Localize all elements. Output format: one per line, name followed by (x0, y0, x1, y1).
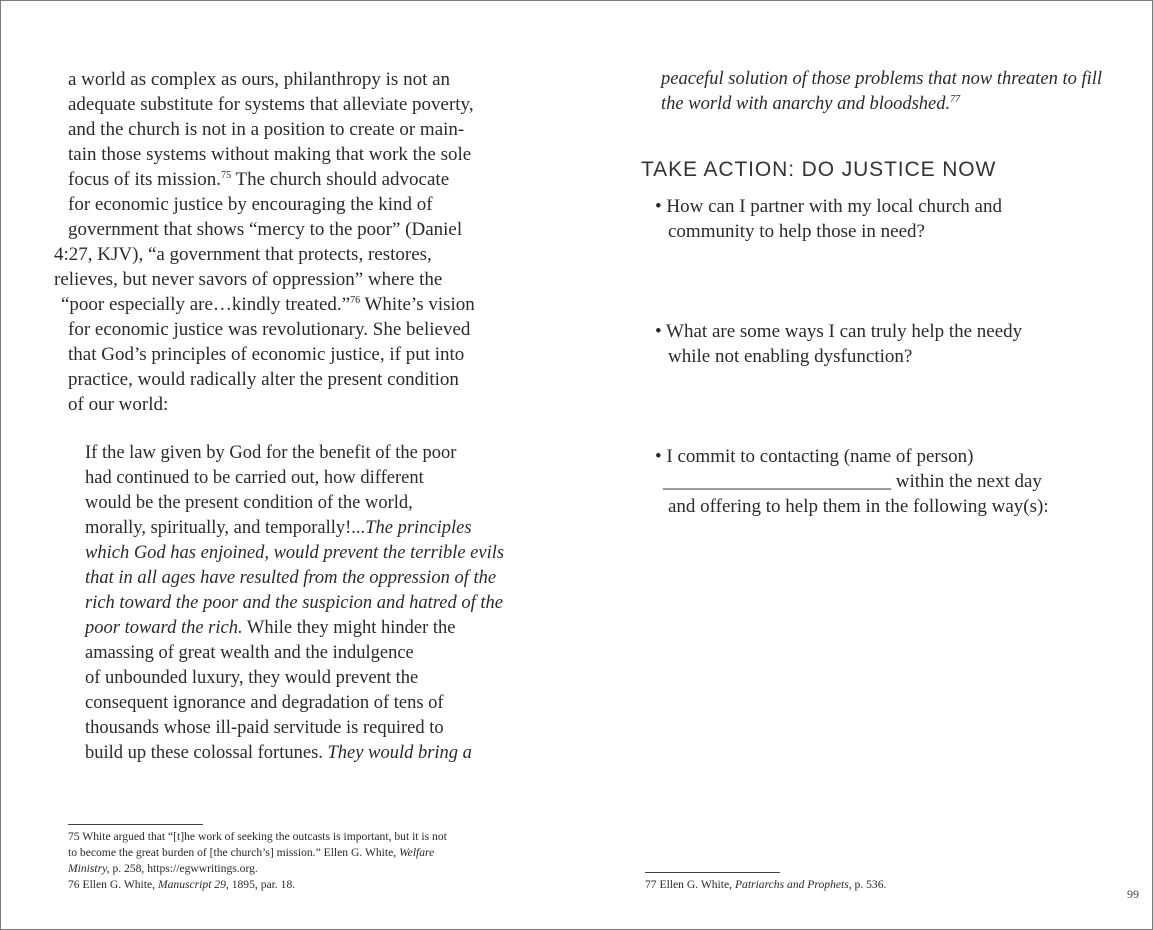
footnote-75-cont: Ministry, p. 258, https://egwwritings.org. (68, 862, 258, 875)
body-line: relieves, but never savors of oppression” where the (54, 269, 443, 290)
body-line: for economic justice by encouraging the kind of (68, 194, 433, 215)
quote-line: rich toward the poor and the suspicion and hatred of the (85, 593, 503, 613)
quote-line: build up these colossal fortunes. They would bring a (85, 743, 472, 763)
footnote-rule (645, 872, 780, 873)
body-line: for economic justice was revolutionary. She believed (68, 319, 471, 340)
footnote-ref-77[interactable]: 77 (950, 94, 961, 105)
body-line: government that shows “mercy to the poor” (Daniel (68, 219, 463, 240)
footnote-75: 75 White argued that “[t]he work of seeking the outcasts is important, but it is not (68, 830, 447, 843)
quote-line: amassing of great wealth and the indulgence (85, 643, 414, 663)
bullet-item-cont: and offering to help them in the following way(s): (668, 496, 1049, 517)
body-line: focus of its mission.$^{75}$ The church should advocate (68, 169, 450, 190)
bullet-item-cont: community to help those in need? (668, 221, 925, 242)
quote-line: If the law given by God for the benefit of the poor (85, 443, 457, 463)
footnote-76: 76 Ellen G. White, Manuscript 29, 1895, par. 18. (68, 878, 296, 891)
footnote-ref-75[interactable]: 75 (221, 170, 232, 181)
quote-line: that in all ages have resulted from the oppression of the (85, 568, 497, 588)
body-line: and the church is not in a position to create or main- (68, 119, 465, 140)
bullet-item: • I commit to contacting (name of person) (655, 446, 974, 467)
body-line: tain those systems without making that work the sole (68, 144, 472, 165)
footnote-rule (68, 824, 203, 825)
bullet-item-cont: while not enabling dysfunction? (668, 346, 913, 367)
body-line: that God’s principles of economic justice, if put into (68, 344, 465, 365)
quote-line: thousands whose ill-paid servitude is required to (85, 718, 444, 738)
quote-continuation: peaceful solution of those problems that now threaten to fill (661, 69, 1103, 89)
quote-line: poor toward the rich. While they might hinder the (85, 618, 456, 638)
quote-line: would be the present condition of the world, (85, 493, 413, 513)
page-number: 99 (1127, 887, 1139, 901)
quote-continuation: the world with anarchy and bloodshed.$^{77}$ (661, 94, 961, 114)
bullet-item: • What are some ways I can truly help the needy (655, 321, 1023, 342)
body-line: practice, would radically alter the present condition (68, 369, 459, 390)
body-line: of our world: (68, 394, 169, 415)
quote-line: morally, spiritually, and temporally!...The principles (85, 518, 472, 538)
body-line: adequate substitute for systems that alleviate poverty, (68, 94, 474, 115)
footnote-77: 77 Ellen G. White, Patriarchs and Prophets, p. 536. (645, 878, 887, 891)
body-line: 4:27, KJV), “a government that protects, restores, (54, 244, 432, 265)
body-line: “poor especially are…kindly treated.”$^{76}$ White’s vision (61, 294, 475, 315)
body-line: a world as complex as ours, philanthropy is not an (68, 69, 451, 90)
bullet-item: • How can I partner with my local church and (655, 196, 1002, 217)
footnote-75-cont: to become the great burden of [the church’s] mission.” Ellen G. White, Welfare (68, 846, 435, 859)
name-blank-line[interactable]: ________________________ within the next day (663, 471, 1042, 492)
quote-line: had continued to be carried out, how different (85, 468, 424, 488)
quote-line: of unbounded luxury, they would prevent the (85, 668, 419, 688)
quote-line: which God has enjoined, would prevent the terrible evils (85, 543, 505, 563)
section-heading: TAKE ACTION: DO JUSTICE NOW (641, 158, 997, 181)
footnote-ref-76[interactable]: 76 (350, 295, 361, 306)
quote-line: consequent ignorance and degradation of tens of (85, 693, 444, 713)
